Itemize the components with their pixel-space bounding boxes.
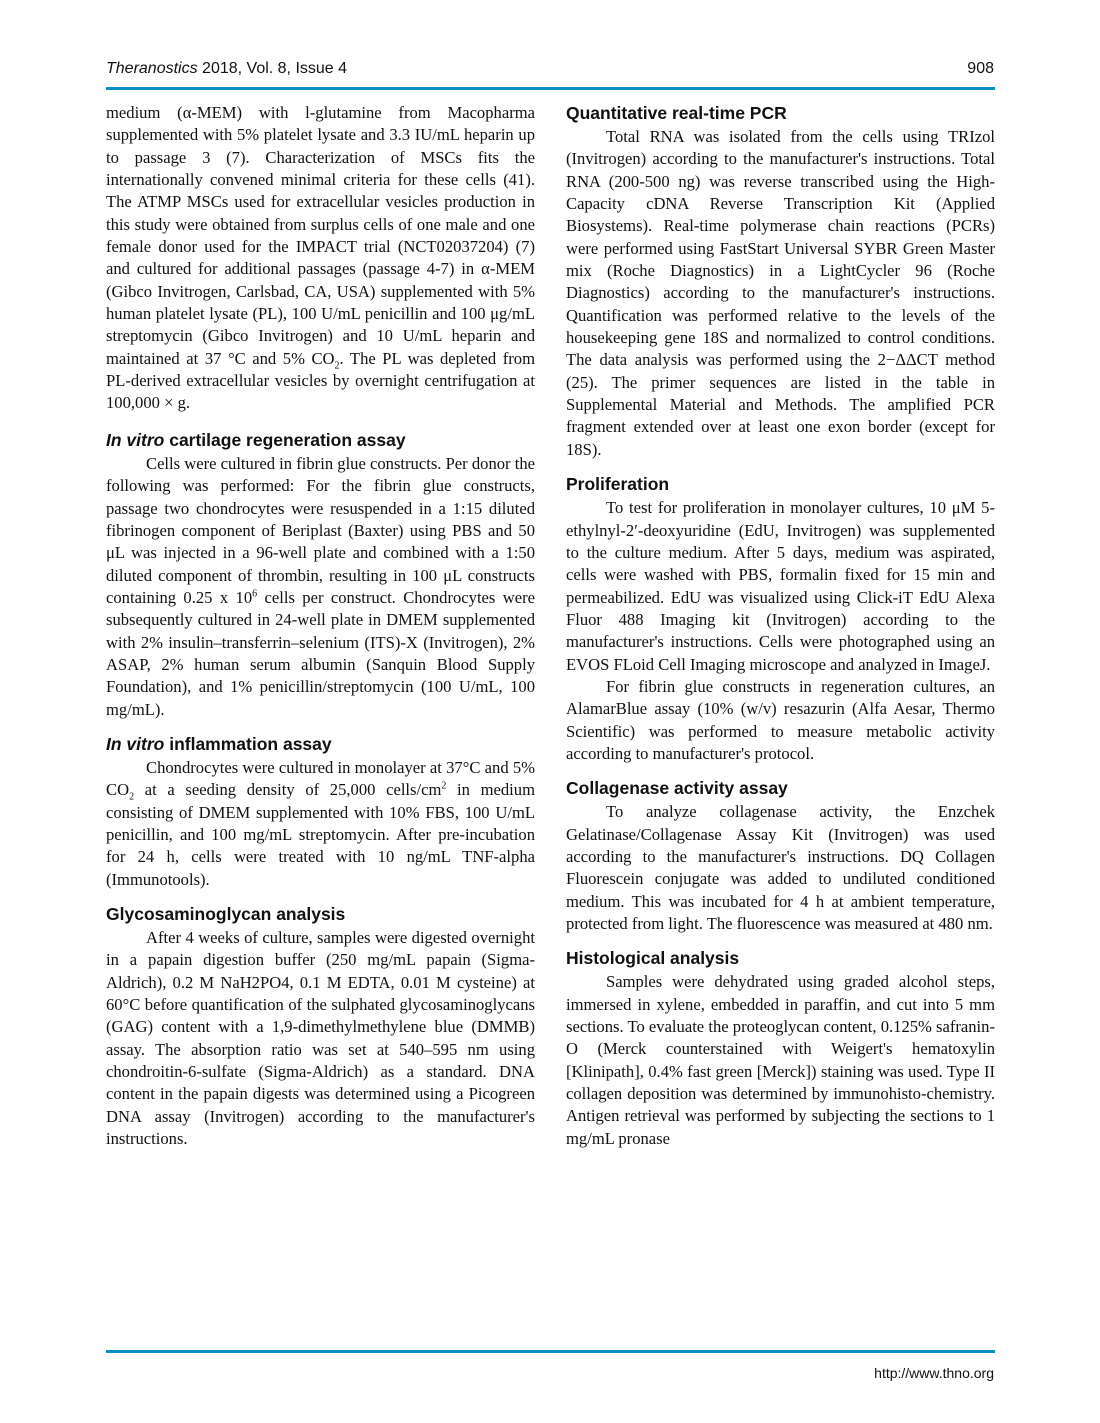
journal-volume-issue: 2018, Vol. 8, Issue 4 [197,60,348,77]
section-body-qpcr: Total RNA was isolated from the cells using TRIzol (Invitrogen) according to the manufacturer's instructions. Total RNA (200-500 ng) was reverse transcribed using the High-Capacity cDNA Reverse Transcription Kit (Applied Biosystems). Real-time polymerase chain reactions (PCRs) were performed using FastStart Universal SYBR Green Master mix (Roche Diagnostics) in a LightCycler 96 (Roche Diagnostics) according to the manufacturer's instructions. Quantification was performed relative to the levels of the housekeeping gene 18S and normalized to control conditions. The data analysis was performed using the 2−ΔΔCT method (25). The primer sequences are listed in the table in Supplemental Material and Methods. The amplified PCR fragment extended over at least one exon border (except for 18S). [566,127,995,459]
section-heading-qpcr: Quantitative real-time PCR [566,103,787,123]
page-number: 908 [967,60,994,77]
section-heading-cartilage-regeneration: In vitro cartilage regeneration assay [106,429,406,450]
footer-rule [106,1350,995,1353]
section-body-glycosaminoglycan: After 4 weeks of culture, samples were digested overnight in a papain digestion buffer (250 mg/mL papain (Sigma-Aldrich), 0.2 M NaH2PO4, 0.1 M EDTA, 0.01 M cysteine) at 60°C before quantification of the sulphated glycosaminoglycans (GAG) content with a 1,9-dimethylmethylene blue (DMMB) assay. The absorption ratio was set at 540–595 nm using chondroitin-6-sulfate (Sigma-Aldrich) as a standard. DNA content in the papain digests was determined using a Picogreen DNA assay (Invitrogen) according to the manufacturer's instructions. [106,928,535,1149]
section-body-inflammation: Chondrocytes were cultured in monolayer at 37°C and 5% $CO_2$ at a seeding density of 25,000 cells/$cm^2$ in medium consisting of DMEM supplemented with 10% FBS, 100 U/mL penicillin, and 100 mg/mL streptomycin. After pre-incubation for 24 h, cells were treated with 10 ng/mL TNF-alpha (Immunotools). [106,757,535,889]
section-body-proliferation: To test for proliferation in monolayer cultures, 10 μM 5-ethylnyl-2′-deoxyuridine (EdU, Invitrogen) was supplemented to the culture medium. After 5 days, medium was aspirated, cells were washed with PBS, formalin fixed for 15 min and permeabilized. EdU was visualized using Click-iT EdU Alexa Fluor 488 Imaging kit (Invitrogen) according to the manufacturer's instructions. Cells were photographed using an EVOS FLoid Cell Imaging microscope and analyzed in ImageJ. [566,498,995,674]
right-column [566,102,995,1150]
continued-paragraph: medium (α-MEM) with l-glutamine from Macopharma supplemented with 5% platelet lysate and 3.3 IU/mL heparin up to passage 3 (7). Characterization of MSCs fits the internationally convened minimal criteria for these cells (41). The ATMP MSCs used for extracellular vesicles production in this study were obtained from surplus cells of one male and one female donor used for the IMPACT trial (NCT02037204) (7) and cultured for additional passages (passage 4-7) in α-MEM (Gibco Invitrogen, Carlsbad, CA, USA) supplemented with 5% human platelet lysate (PL), 100 U/mL penicillin and 100 μg/mL streptomycin (Gibco Invitrogen) and 10 U/mL heparin and maintained at 37 °C and 5% $CO_2$. The PL was depleted from PL-derived extracellular vesicles by overnight centrifugation at 100,000 × g. [106,103,535,413]
section-heading-collagenase: Collagenase activity assay [566,778,788,799]
journal-url[interactable]: http://www.thno.org [874,1365,994,1381]
section-body-proliferation-2: For fibrin glue constructs in regeneration cultures, an AlamarBlue assay (10% (w/v) resazurin (Alfa Aesar, Thermo Scientific) was performed to measure metabolic activity according to manufacturer's protocol. [566,676,995,763]
section-heading-histological: Histological analysis [566,948,740,969]
header-rule [106,87,995,90]
section-body-histological: Samples were dehydrated using graded alcohol steps, immersed in xylene, embedded in paraffin, and cut into 5 mm sections. To evaluate the proteoglycan content, 0.125% safranin-O (Merck counterstained with Weigert's hematoxylin [Klinipath], 0.4% fast green [Merck]) staining was used. Type II collagen deposition was determined by immunohisto-chemistry. Antigen retrieval was performed by subjecting the sections to 1 mg/mL pronase [566,972,995,1148]
left-column [106,102,535,1150]
journal-citation [106,60,347,78]
section-heading-inflammation: In vitro inflammation assay [106,733,332,754]
running-header [106,56,994,84]
section-body-cartilage-regeneration: Cells were cultured in fibrin glue constructs. Per donor the following was performed: For the fibrin glue constructs, passage two chondrocytes were resuspended in a 1:15 diluted fibrinogen component of Beriplast (Baxter) using PBS and 50 μL was injected in a 96-well plate and combined with a 1:50 diluted component of thrombin, resulting in 100 μL constructs containing 0.25 x $10^6$ cells per construct. Chondrocytes were subsequently cultured in 24-well plate in DMEM supplemented with 2% insulin–transferrin–selenium (ITS)-X (Invitrogen), 2% ASAP, 2% human serum albumin (Sanquin Blood Supply Foundation), and 1% penicillin/streptomycin (100 U/mL, 100 mg/mL). [106,453,536,719]
section-heading-glycosaminoglycan: Glycosaminoglycan analysis [106,904,346,924]
section-heading-proliferation: Proliferation [566,474,670,495]
journal-name: Theranostics [106,60,198,77]
section-body-collagenase: To analyze collagenase activity, the Enzchek Gelatinase/Collagenase Assay Kit (Invitrogen) was used according to the manufacturer's instructions. DQ Collagen Fluorescein conjugate was added to undiluted conditioned medium. This was incubated for 4 h at ambient temperature, protected from light. The fluorescence was measured at 480 nm. [566,802,995,933]
